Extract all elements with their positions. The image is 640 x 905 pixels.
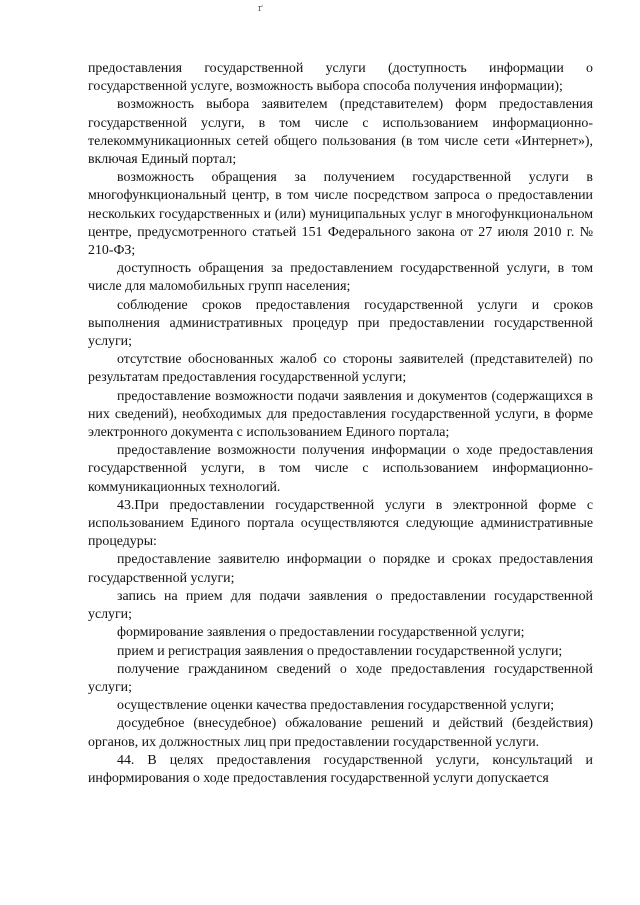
paragraph: возможность выбора заявителем (представителем) форм предоставления государственной услуги, в том числе с использованием информационно-телекоммуникационных сетей общего пользования (в том числе сети «Интернет»), включая Единый портал; xyxy=(88,97,593,168)
paragraph: предоставления государственной услуги (доступность информации о государственной услуге, возможность выбора способа получения информации); xyxy=(88,61,593,95)
paragraph: досудебное (внесудебное) обжалование решений и действий (бездействия) органов, их должностных лиц при предоставлении государственной услуги. xyxy=(88,716,593,750)
paragraph: возможность обращения за получением государственной услуги в многофункциональный центр, в том числе посредством запроса о предоставлении нескольких государственных и (или) муниципальных услуг в многофункциональном центре, предусмотренного статьей 151 Федерального закона от 27 июля 2010 г. № 210-ФЗ; xyxy=(88,170,593,259)
paragraph: запись на прием для подачи заявления о предоставлении государственной услуги; xyxy=(88,588,593,623)
paragraph: получение гражданином сведений о ходе предоставления государственной услуги; xyxy=(88,661,593,695)
paragraph: доступность обращения за предоставлением государственной услуги, в том числе для маломобильных групп населения; xyxy=(88,261,593,295)
paragraph: соблюдение сроков предоставления государственной услуги и сроков выполнения административных процедур при предоставлении государственной услуги; xyxy=(88,297,593,350)
paragraph: предоставление возможности получения информации о ходе предоставления государственной услуги, в том числе с использованием информационно-коммуникационных технологий. xyxy=(88,443,593,495)
page-mark: ґ xyxy=(258,4,263,14)
paragraph: осуществление оценки качества предоставления государственной услуги; xyxy=(117,698,555,714)
paragraph: формирование заявления о предоставлении государственной услуги; xyxy=(117,625,525,641)
paragraph: предоставление возможности подачи заявления и документов (содержащихся в них сведений), необходимых для предоставления государственной услуги, в форме электронного документа с использованием Единого портала; xyxy=(88,388,593,441)
paragraph: отсутствие обоснованных жалоб со стороны заявителей (представителей) по результатам предоставления государственной услуги; xyxy=(88,352,593,386)
paragraph: предоставление заявителю информации о порядке и сроках предоставления государственной услуги; xyxy=(88,552,593,586)
paragraph: прием и регистрация заявления о предоставлении государственной услуги; xyxy=(117,643,563,659)
document-body xyxy=(88,60,593,788)
paragraph: 43.При предоставлении государственной услуги в электронной форме с использованием Единого портала осуществляются следующие административные процедуры: xyxy=(88,497,593,550)
paragraph: 44. В целях предоставления государственной услуги, консультаций и информирования о ходе предоставления государственной услуги допускается xyxy=(88,752,593,786)
